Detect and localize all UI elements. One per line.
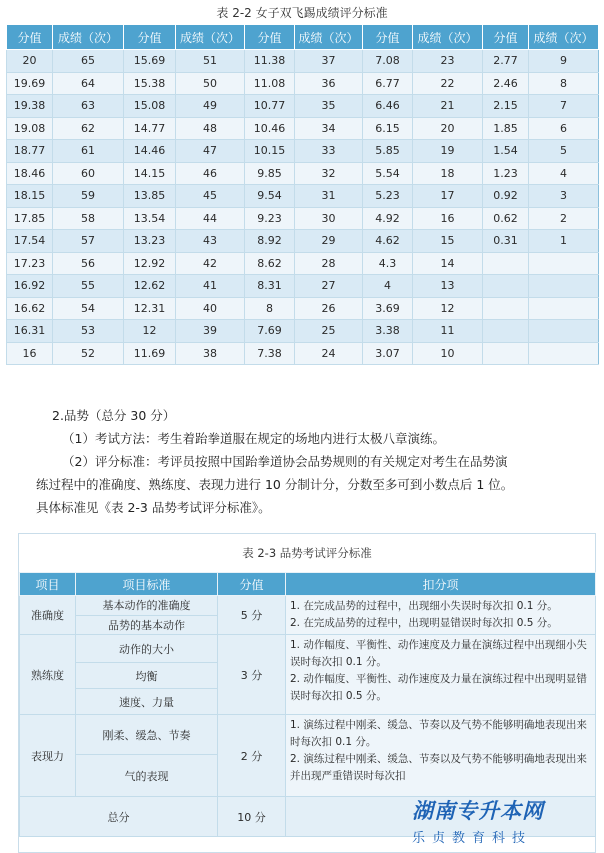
table1-cell: 27	[295, 275, 363, 298]
table1-cell: 9.54	[245, 185, 295, 208]
table1-cell: 35	[295, 95, 363, 118]
table-row	[7, 252, 599, 275]
table1-cell	[483, 297, 529, 320]
table1-cell: 6.77	[363, 72, 413, 95]
table1-cell: 9	[529, 50, 599, 73]
table1-cell: 39	[176, 320, 245, 343]
table1-cell: 29	[295, 230, 363, 253]
scoring-standard-line3: 具体标准见《表 2-3 品势考试评分标准》。	[36, 500, 271, 515]
table1-cell: 14.15	[124, 162, 176, 185]
table1-cell: 52	[53, 342, 124, 365]
table1-header: 分值	[483, 25, 529, 50]
header-score: 分值	[218, 573, 286, 596]
table1-header: 分值	[363, 25, 413, 50]
scoring-standard-line1: （2）评分标准：考评员按照中国跆拳道协会品势规则的有关规定对考生在品势演	[62, 454, 508, 469]
table1-cell: 4	[529, 162, 599, 185]
table1-cell: 48	[176, 117, 245, 140]
table1-cell: 42	[176, 252, 245, 275]
table1-cell: 5	[529, 140, 599, 163]
table-row	[7, 207, 599, 230]
table1-cell: 18.77	[7, 140, 53, 163]
section-heading: 2.品势（总分 30 分）	[52, 408, 176, 423]
table1-cell	[483, 342, 529, 365]
table1-cell: 16.31	[7, 320, 53, 343]
table1-cell: 25	[295, 320, 363, 343]
table1-cell: 17.54	[7, 230, 53, 253]
standard-cell: 动作的大小	[76, 635, 218, 663]
table1-header: 分值	[124, 25, 176, 50]
table1-cell: 19.38	[7, 95, 53, 118]
table1-cell: 7.08	[363, 50, 413, 73]
table1-cell: 6.46	[363, 95, 413, 118]
table1-cell: 18	[413, 162, 483, 185]
header-standard: 项目标准	[76, 573, 218, 596]
table1-cell: 1.85	[483, 117, 529, 140]
table1-cell: 12.92	[124, 252, 176, 275]
header-deduction: 扣分项	[286, 573, 596, 596]
table-row	[7, 140, 599, 163]
table1-cell: 2.46	[483, 72, 529, 95]
table1-cell: 1.23	[483, 162, 529, 185]
table1-cell: 6.15	[363, 117, 413, 140]
table1-cell: 5.54	[363, 162, 413, 185]
table1-cell: 11.08	[245, 72, 295, 95]
table1-cell: 14	[413, 252, 483, 275]
table1-cell: 16	[413, 207, 483, 230]
deduction-line: 2. 动作幅度、平衡性、动作速度及力量在演练过程中出现明显错误时每次扣 0.5 分。	[290, 673, 587, 702]
deduction-line: 2. 在完成品势的过程中，出现明显错误时每次扣 0.5 分。	[290, 617, 558, 629]
table1-cell: 23	[413, 50, 483, 73]
table1-cell: 40	[176, 297, 245, 320]
item-proficiency: 熟练度	[20, 635, 76, 715]
table1-header: 成绩（次）	[295, 25, 363, 50]
deduction-cell	[286, 596, 596, 635]
table1-cell: 64	[53, 72, 124, 95]
table1-cell: 15.38	[124, 72, 176, 95]
table1-header: 成绩（次）	[53, 25, 124, 50]
table1-cell: 5.23	[363, 185, 413, 208]
table1-cell: 19.69	[7, 72, 53, 95]
table1-cell: 0.62	[483, 207, 529, 230]
site-watermark-logo	[412, 795, 602, 846]
table1-cell: 54	[53, 297, 124, 320]
table1-cell: 15.69	[124, 50, 176, 73]
table1-cell: 2	[529, 207, 599, 230]
watermark-title: 湖南专升本网	[412, 799, 544, 823]
table1-cell: 11.69	[124, 342, 176, 365]
item-expressiveness: 表现力	[20, 715, 76, 797]
deduction-cell	[286, 715, 596, 797]
table1-cell	[483, 320, 529, 343]
table1-cell: 24	[295, 342, 363, 365]
table1-cell: 5.85	[363, 140, 413, 163]
table1-cell	[529, 320, 599, 343]
table1-cell: 19	[413, 140, 483, 163]
total-score: 10 分	[218, 797, 286, 837]
table1-cell: 11	[413, 320, 483, 343]
table1-header: 分值	[245, 25, 295, 50]
table1-cell: 10.15	[245, 140, 295, 163]
table1-cell: 8	[245, 297, 295, 320]
table-row	[7, 320, 599, 343]
table1-cell: 41	[176, 275, 245, 298]
table1-cell: 3	[529, 185, 599, 208]
table1-cell: 20	[413, 117, 483, 140]
table1-cell: 7.38	[245, 342, 295, 365]
scoring-standard-line2: 练过程中的准确度、熟练度、表现力进行 10 分制计分，分数至多可到小数点后 1 位。	[36, 477, 514, 492]
table1-cell: 62	[53, 117, 124, 140]
standard-cell: 气的表现	[76, 755, 218, 797]
header-item: 项目	[20, 573, 76, 596]
table1-cell: 12.31	[124, 297, 176, 320]
table1-cell: 4.62	[363, 230, 413, 253]
table1-cell: 10.77	[245, 95, 295, 118]
table1-cell: 57	[53, 230, 124, 253]
table1-cell: 56	[53, 252, 124, 275]
table1-cell: 16.92	[7, 275, 53, 298]
table1-cell: 47	[176, 140, 245, 163]
table1-cell: 14.46	[124, 140, 176, 163]
table1-cell: 43	[176, 230, 245, 253]
standard-cell: 品势的基本动作	[76, 615, 218, 635]
table1-cell: 46	[176, 162, 245, 185]
table1-cell: 31	[295, 185, 363, 208]
table1-cell: 12.62	[124, 275, 176, 298]
table-row	[7, 162, 599, 185]
table1-cell: 59	[53, 185, 124, 208]
table-row	[7, 50, 599, 73]
exam-method-paragraph: （1）考试方法：考生着跆拳道服在规定的场地内进行太极八章演练。	[62, 431, 445, 446]
table1-cell: 65	[53, 50, 124, 73]
table-row	[7, 95, 599, 118]
table1-cell: 58	[53, 207, 124, 230]
table1-cell: 60	[53, 162, 124, 185]
table1-cell: 8	[529, 72, 599, 95]
table1-header: 分值	[7, 25, 53, 50]
table1-cell: 16.62	[7, 297, 53, 320]
table1-cell: 4	[363, 275, 413, 298]
table1-cell: 7.69	[245, 320, 295, 343]
table1-cell: 20	[7, 50, 53, 73]
table1-cell: 3.38	[363, 320, 413, 343]
table-row	[7, 297, 599, 320]
table1-cell: 8.31	[245, 275, 295, 298]
table1-cell: 32	[295, 162, 363, 185]
table1-cell: 17.85	[7, 207, 53, 230]
table1-cell: 13.23	[124, 230, 176, 253]
table1-cell: 17.23	[7, 252, 53, 275]
deduction-line: 1. 在完成品势的过程中，出现细小失误时每次扣 0.1 分。	[290, 600, 558, 612]
table1-cell: 28	[295, 252, 363, 275]
score-table-double-kick	[6, 24, 599, 365]
score-cell: 2 分	[218, 715, 286, 797]
table1-cell: 0.92	[483, 185, 529, 208]
table1-cell: 1.54	[483, 140, 529, 163]
table1-cell: 15.08	[124, 95, 176, 118]
table1-cell: 13.54	[124, 207, 176, 230]
table1-cell: 11.38	[245, 50, 295, 73]
table1-cell: 16	[7, 342, 53, 365]
table1-cell	[529, 342, 599, 365]
standard-cell: 刚柔、缓急、节奏	[76, 715, 218, 755]
table1-title: 表 2-2 女子双飞踢成绩评分标准	[216, 6, 388, 20]
deduction-line: 1. 演练过程中刚柔、缓急、节奏以及气势不能够明确地表现出来时每次扣 0.1 分。	[290, 719, 587, 748]
table1-cell	[529, 297, 599, 320]
table1-cell: 61	[53, 140, 124, 163]
table1-cell: 33	[295, 140, 363, 163]
table1-cell: 3.69	[363, 297, 413, 320]
table1-cell: 26	[295, 297, 363, 320]
table1-cell: 1	[529, 230, 599, 253]
table1-cell: 45	[176, 185, 245, 208]
table1-cell: 22	[413, 72, 483, 95]
table1-cell: 10.46	[245, 117, 295, 140]
table1-cell: 21	[413, 95, 483, 118]
table1-cell: 4.3	[363, 252, 413, 275]
table1-cell: 34	[295, 117, 363, 140]
table1-header: 成绩（次）	[529, 25, 599, 50]
table1-cell: 44	[176, 207, 245, 230]
watermark-subtitle: 乐贞教育科技	[412, 831, 533, 846]
table1-cell: 6	[529, 117, 599, 140]
table1-cell: 9.85	[245, 162, 295, 185]
table1-cell: 55	[53, 275, 124, 298]
table-row	[7, 230, 599, 253]
table1-cell	[529, 275, 599, 298]
table1-cell: 12	[124, 320, 176, 343]
table2-title: 表 2-3 品势考试评分标准	[242, 546, 372, 560]
standard-cell: 均衡	[76, 663, 218, 689]
table1-cell: 8.62	[245, 252, 295, 275]
table-row	[7, 72, 599, 95]
table1-cell: 38	[176, 342, 245, 365]
table1-cell: 17	[413, 185, 483, 208]
deduction-line: 1. 动作幅度、平衡性、动作速度及力量在演练过程中出现细小失误时每次扣 0.1 分。	[290, 639, 587, 668]
table1-cell: 63	[53, 95, 124, 118]
table1-cell	[529, 252, 599, 275]
table1-cell: 10	[413, 342, 483, 365]
table1-cell: 13	[413, 275, 483, 298]
table1-cell: 3.07	[363, 342, 413, 365]
table1-cell: 36	[295, 72, 363, 95]
table1-cell: 9.23	[245, 207, 295, 230]
table1-cell: 2.77	[483, 50, 529, 73]
table-row	[7, 275, 599, 298]
table1-header: 成绩（次）	[176, 25, 245, 50]
table1-cell: 12	[413, 297, 483, 320]
table1-cell: 37	[295, 50, 363, 73]
score-cell: 5 分	[218, 596, 286, 635]
table1-cell: 50	[176, 72, 245, 95]
table1-cell	[483, 252, 529, 275]
standard-cell: 基本动作的准确度	[76, 596, 218, 616]
table1-cell: 51	[176, 50, 245, 73]
table1-cell: 14.77	[124, 117, 176, 140]
deduction-cell	[286, 635, 596, 715]
table1-cell: 15	[413, 230, 483, 253]
table1-cell	[483, 275, 529, 298]
standard-cell: 速度、力量	[76, 689, 218, 715]
table-row	[7, 185, 599, 208]
table1-cell: 7	[529, 95, 599, 118]
table1-cell: 53	[53, 320, 124, 343]
table1-cell: 18.46	[7, 162, 53, 185]
table1-cell: 0.31	[483, 230, 529, 253]
table1-cell: 30	[295, 207, 363, 230]
table1-cell: 2.15	[483, 95, 529, 118]
item-accuracy: 准确度	[20, 596, 76, 635]
table1-cell: 4.92	[363, 207, 413, 230]
score-cell: 3 分	[218, 635, 286, 715]
table1-cell: 13.85	[124, 185, 176, 208]
total-label: 总分	[20, 797, 218, 837]
table-row	[7, 117, 599, 140]
table1-cell: 49	[176, 95, 245, 118]
table1-cell: 19.08	[7, 117, 53, 140]
table1-header: 成绩（次）	[413, 25, 483, 50]
table1-cell: 18.15	[7, 185, 53, 208]
deduction-line: 2. 演练过程中刚柔、缓急、节奏以及气势不能够明确地表现出来并出现严重错误时每次扣	[290, 753, 587, 782]
table-row	[7, 342, 599, 365]
table1-cell: 8.92	[245, 230, 295, 253]
